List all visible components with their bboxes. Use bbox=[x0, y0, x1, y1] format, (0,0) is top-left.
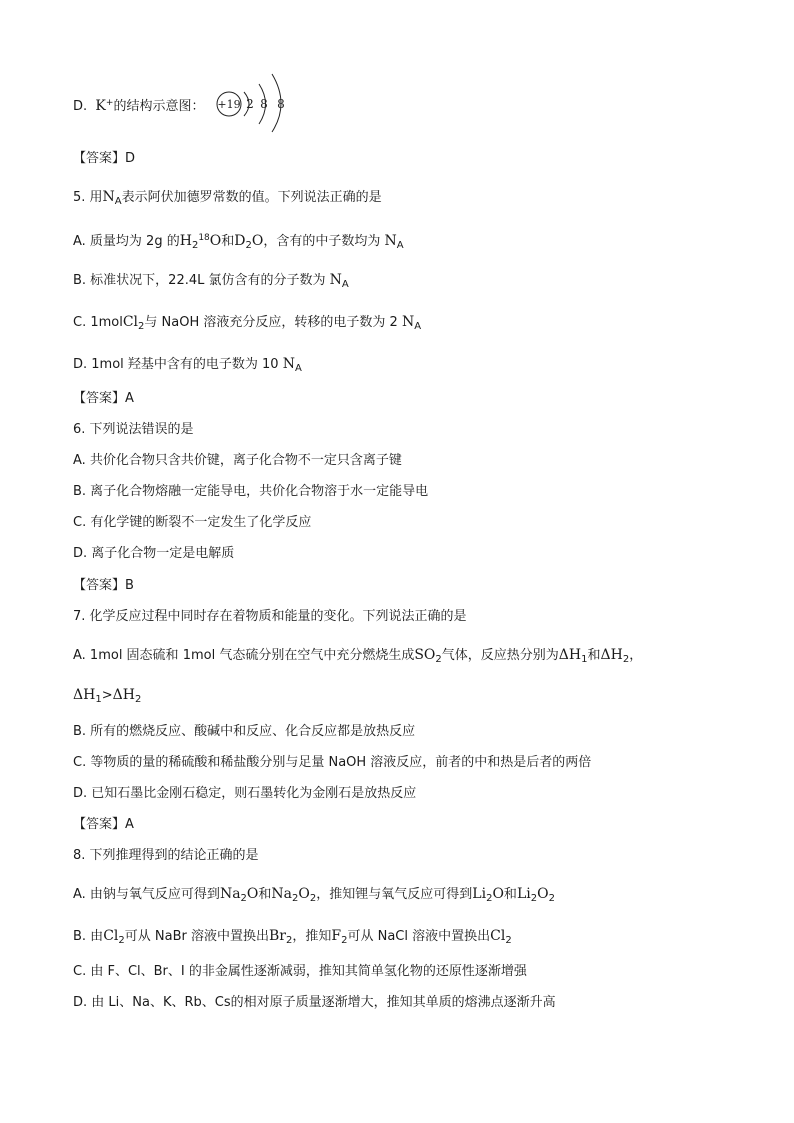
potassium-symbol: K bbox=[95, 98, 106, 114]
text-segment: B. 标准状况下，22.4L 氯仿含有的分子数为 bbox=[73, 273, 326, 288]
chemical-formula-part: A bbox=[341, 279, 349, 290]
text-segment: 和 bbox=[587, 648, 601, 663]
text-segment: D. 1mol 羟基中含有的电子数为 10 bbox=[73, 357, 279, 372]
chemical-formula-part: 2 bbox=[341, 935, 348, 946]
q8-option-c: C. 由 F、Cl、Br、I 的非金属性逐渐减弱，推知其简单氢化物的还原性逐渐增强 bbox=[73, 964, 527, 979]
chemical-formula-part: O bbox=[298, 886, 310, 902]
chemical-formula-part: 2 bbox=[622, 654, 630, 665]
chemical-formula-part: F bbox=[331, 928, 342, 944]
text-segment: 5. 用 bbox=[73, 190, 103, 205]
chemical-formula-part: 1 bbox=[581, 654, 588, 665]
text-segment: 和 bbox=[258, 887, 272, 902]
chemical-formula-part: Na bbox=[271, 886, 293, 902]
chemical-formula-part: A bbox=[414, 321, 422, 332]
q8-stem: 8. 下列推理得到的结论正确的是 bbox=[73, 848, 259, 863]
q5-option-d bbox=[73, 354, 302, 379]
q6-stem: 6. 下列说法错误的是 bbox=[73, 422, 194, 437]
text-segment: C. 1mol bbox=[73, 315, 123, 330]
chemical-formula-part: 1 bbox=[95, 694, 102, 705]
text-segment: A. 1mol 固态硫和 1mol 气态硫分别在空气中充分燃烧生成 bbox=[73, 648, 415, 663]
chemical-formula-part: A bbox=[396, 240, 404, 251]
q7-option-b: B. 所有的燃烧反应、酸碱中和反应、化合反应都是放热反应 bbox=[73, 724, 416, 739]
q6-option-a: A. 共价化合物只含共价键，离子化合物不一定只含离子键 bbox=[73, 453, 402, 468]
option-letter: D. bbox=[73, 99, 88, 114]
chemical-formula-part: N bbox=[401, 314, 415, 330]
text-segment: 与 NaOH 溶液充分反应，转移的电子数为 2 bbox=[144, 315, 398, 330]
chemical-formula-part: 18 bbox=[198, 233, 210, 243]
chemical-formula-part: 2 bbox=[245, 240, 252, 251]
chemical-formula-part: 2 bbox=[118, 935, 125, 946]
chemical-formula-part: N bbox=[329, 272, 342, 288]
chemical-formula-part: ΔH bbox=[600, 647, 623, 663]
chemical-formula-part: 2 bbox=[292, 893, 299, 904]
q5-option-a bbox=[73, 228, 404, 256]
q7-option-a bbox=[73, 645, 642, 670]
q6-option-c: C. 有化学键的断裂不一定发生了化学反应 bbox=[73, 515, 312, 530]
chemical-formula-part: 2 bbox=[285, 935, 293, 946]
text-segment: ，推知 bbox=[292, 929, 332, 944]
q7-option-c: C. 等物质的量的稀硫酸和稀盐酸分别与足量 NaOH 溶液反应，前者的中和热是后者的两倍 bbox=[73, 755, 592, 770]
chemical-formula-part: 2 bbox=[530, 893, 538, 904]
answer-4: 【答案】D bbox=[73, 151, 136, 166]
text-segment: A. 由钠与氧气反应可得到 bbox=[73, 887, 220, 902]
text-segment: B. 由 bbox=[73, 929, 104, 944]
nucleus-label: +19 bbox=[217, 98, 241, 111]
chemical-formula-part: Cl bbox=[103, 928, 119, 944]
text-segment: ，含有的中子数均为 bbox=[263, 234, 381, 249]
text-segment: A. 质量均为 2g 的 bbox=[73, 234, 180, 249]
shell-1-count: 2 bbox=[246, 97, 254, 111]
chemical-formula-part: 2 bbox=[240, 893, 247, 904]
chemical-formula-part: Na bbox=[219, 886, 241, 902]
q5-stem bbox=[73, 187, 382, 212]
shell-2-count: 8 bbox=[260, 97, 268, 111]
chemical-formula-part: O bbox=[246, 886, 259, 902]
chemical-formula-part: O bbox=[209, 233, 222, 249]
chemical-formula-part: 2 bbox=[505, 935, 512, 946]
chemical-formula-part: N bbox=[384, 233, 397, 249]
q5-option-c bbox=[73, 312, 421, 337]
text-segment: 可从 NaBr 溶液中置换出 bbox=[124, 929, 269, 944]
chemical-formula-part: Br bbox=[269, 928, 286, 944]
q8-option-d: D. 由 Li、Na、K、Rb、Cs的相对原子质量逐渐增大，推知其单质的熔沸点逐渐升高 bbox=[73, 995, 556, 1010]
chemical-formula-part: H bbox=[179, 233, 192, 249]
chemical-formula-part: Cl bbox=[122, 314, 139, 330]
q8-option-b bbox=[73, 926, 512, 951]
chemical-formula-part: N bbox=[282, 356, 295, 372]
text-segment: ， bbox=[629, 648, 643, 663]
chemical-formula-part: Cl bbox=[490, 928, 506, 944]
shell-3-count: 8 bbox=[277, 97, 285, 111]
q6-option-d: D. 离子化合物一定是电解质 bbox=[73, 546, 235, 561]
chemical-formula-part: O bbox=[537, 886, 549, 902]
answer-5: 【答案】A bbox=[73, 391, 134, 406]
chemical-formula-part: S bbox=[414, 647, 424, 663]
q7-option-a-cont bbox=[73, 685, 141, 710]
answer-7: 【答案】A bbox=[73, 817, 134, 832]
q4d-text: 的结构示意图： bbox=[113, 99, 205, 114]
chemical-formula-part: N bbox=[102, 189, 115, 205]
q7-option-d: D. 已知石墨比金刚石稳定，则石墨转化为金刚石是放热反应 bbox=[73, 786, 417, 801]
q8-option-a bbox=[73, 884, 555, 909]
q7-stem: 7. 化学反应过程中同时存在着物质和能量的变化。下列说法正确的是 bbox=[73, 609, 467, 624]
chemical-formula-part: Li bbox=[516, 886, 531, 902]
text-segment: ，推知锂与氧气反应可得到 bbox=[316, 887, 473, 902]
text-segment: 表示阿伏加德罗常数的值。下列说法正确的是 bbox=[121, 190, 382, 205]
chemical-formula-part: 2 bbox=[548, 893, 555, 904]
chemical-formula-part: O bbox=[251, 233, 264, 249]
text-segment: 和 bbox=[503, 887, 517, 902]
chemical-formula-part: 2 bbox=[134, 694, 142, 705]
q6-option-b: B. 离子化合物熔融一定能导电，共价化合物溶于水一定能导电 bbox=[73, 484, 429, 499]
chemical-formula-part: 2 bbox=[486, 893, 493, 904]
chemical-formula-part: 2 bbox=[435, 654, 442, 665]
chemical-formula-part: 2 bbox=[138, 321, 145, 332]
charge-sign: + bbox=[105, 98, 114, 108]
chemical-formula-part: A bbox=[114, 196, 122, 207]
text-segment: 气体，反应热分别为 bbox=[441, 648, 559, 663]
k-ion-structure-diagram bbox=[214, 70, 294, 134]
text-segment: 和 bbox=[221, 234, 235, 249]
chemical-formula-part: A bbox=[294, 363, 302, 374]
q4-option-d bbox=[73, 93, 204, 117]
chemical-formula-part: ΔH bbox=[73, 687, 96, 703]
text-segment: > bbox=[101, 688, 113, 703]
answer-6: 【答案】B bbox=[73, 578, 134, 593]
chemical-formula-part: 2 bbox=[309, 893, 317, 904]
chemical-formula-part: ΔH bbox=[558, 647, 582, 663]
chemical-formula-part: Li bbox=[472, 886, 487, 902]
chemical-formula-part: O bbox=[423, 647, 436, 663]
q5-option-b bbox=[73, 270, 349, 295]
text-segment: 可从 NaCl 溶液中置换出 bbox=[347, 929, 491, 944]
chemical-formula-part: 2 bbox=[191, 240, 199, 251]
chemical-formula-part: ΔH bbox=[112, 687, 135, 703]
chemical-formula-part: D bbox=[234, 233, 246, 249]
chemical-formula-part: O bbox=[492, 886, 504, 902]
